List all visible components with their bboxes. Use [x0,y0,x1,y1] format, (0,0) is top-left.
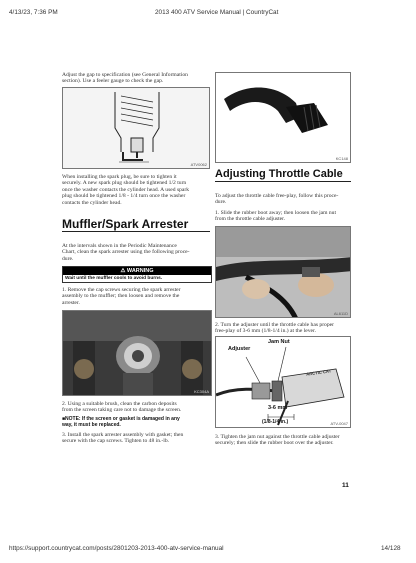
spark-plug-gap-figure [62,87,210,169]
print-url: https://support.countrycat.com/posts/2801203-2013-400-atv-service-manual [9,545,224,552]
throttle-step-2: 2. Turn the adjuster until the throttle cable has proper free-play of 3-6 mm (1/8-1/4 in.) at the lever. [215,322,334,335]
warning-text: Wait until the muffler cools to avoid burns. [65,276,163,281]
page-number: 11 [342,482,349,489]
free-play-mm: 3-6 mm [268,405,288,411]
muffler-step-1: 1. Remove the cap screws securing the spark arrester assembly to the muffler; then loosen and remove the arrester. [62,287,181,306]
throttle-lever-photo [215,226,351,318]
muffler-photo-illustration [63,311,212,396]
throttle-step-3: 3. Tighten the jam nut against the throttle cable adjuster securely; then slide the rubber boot over the adjuster. [215,434,340,447]
boot-illustration [216,73,351,163]
print-page-title: 2013 400 ATV Service Manual | CountryCat [155,9,279,16]
figure-code: ATV-0047 [330,421,348,426]
brand-logo-text: ARCTIC CAT [305,368,332,377]
adjuster-diagram [215,336,351,428]
figure-code: KC148 [335,156,348,161]
figure-code: KC304A [194,389,209,394]
spark-plug-install-text: When installing the spark plug, be sure to tighten it securely. A new spark plug should be tightened 1/2 turn once the washer contacts the cylinder head. A used spark plug should be tightened 1/8 - 1/4 turn once the washer contacts the cylinder head. [62,174,190,206]
muffler-step-2: 2. Using a suitable brush, clean the carbon deposits from the screen taking care not to damage the screen. [62,401,182,414]
muffler-step-3: 3. Install the spark arrester assembly with gasket; then secure with the cap screws. Tighten to 48 in.-lb. [62,432,184,445]
intro-paragraph: Adjust the gap to specification (see General Information section). Use a feeler gauge to check the gap. [62,72,188,85]
spark-arrester-photo [62,310,212,396]
muffler-heading: Muffler/Spark Arrester [62,217,210,232]
warning-title: ⚠ WARNING [63,267,211,275]
figure-code: AL611D [333,311,348,316]
throttle-photo-illustration [216,227,351,318]
print-page-counter: 14/128 [381,545,401,552]
throttle-intro: To adjust the throttle cable free-play, follow this proce- dure. [215,193,339,206]
warning-box [62,266,212,283]
figure-code: ATV0062 [190,162,207,167]
throttle-step-1: 1. Slide the rubber boot away; then loosen the jam nut from the throttle cable adjuster. [215,210,337,223]
free-play-in: (1/8-1/4 in.) [262,419,289,425]
jam-nut-label: Jam Nut [268,339,290,345]
spark-plug-illustration [63,88,210,169]
print-datetime: 4/13/23, 7:36 PM [9,9,58,16]
throttle-heading: Adjusting Throttle Cable [215,167,351,182]
rubber-boot-photo [215,72,351,163]
muffler-intro: At the intervals shown in the Periodic Maintenance Chart, clean the spark arrester using the following proce- dure. [62,243,190,262]
adjuster-label: Adjuster [228,346,251,352]
note-text: ■NOTE: If the screen or gasket is damaged in any way, it must be replaced. [62,416,180,429]
